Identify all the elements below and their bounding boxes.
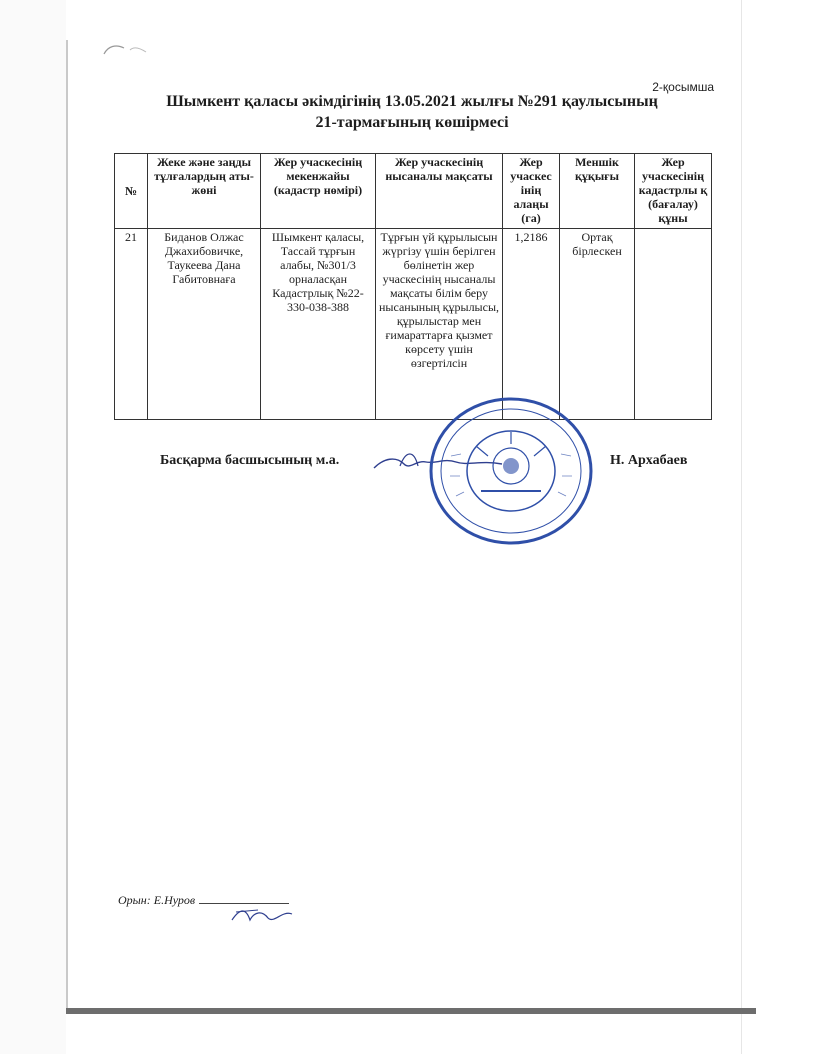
document-title: Шымкент қаласы әкімдігінің 13.05.2021 жылғы №291 қаулысының	[166, 93, 658, 110]
official-stamp	[426, 396, 596, 546]
table-header-row	[115, 154, 712, 229]
col-right-header: Меншік құқығы	[560, 154, 635, 229]
signatory-name: Н. Архабаев	[610, 453, 688, 468]
pen-mark	[100, 40, 160, 60]
land-plot-table	[114, 153, 712, 420]
row-number: 21	[115, 229, 148, 420]
row-value	[635, 229, 712, 420]
scan-bottom-edge	[66, 1008, 756, 1014]
table-row	[115, 229, 712, 420]
col-area-header: Жер учаскес інің алаңы (га)	[503, 154, 560, 229]
executor-signature	[228, 902, 298, 928]
row-purpose: Тұрғын үй құрылысын жүргізу үшін берілген бөлінетін жер учаскесінің нысаналы мақсаты білім беру нысанының құрылысы, құрылыстар мен ғимараттарға қызмет көрсету үшін өзгертілсін	[376, 229, 503, 420]
executor-name: Орын: Е.Нуров	[118, 893, 196, 907]
row-address: Шымкент қаласы, Тассай тұрғын алабы, №301/3 орналасқан Кадастрлық №22-330-038-388	[261, 229, 376, 420]
row-owner: Биданов Олжас Джахибовичке, Таукеева Дана Габитовнаға	[148, 229, 261, 420]
col-address-header: Жер учаскесінің мекенжайы (кадастр нөмірі)	[261, 154, 376, 229]
col-purpose-header: Жер учаскесінің нысаналы мақсаты	[376, 154, 503, 229]
col-owner-header: Жеке және заңды тұлғалардың аты-жөні	[148, 154, 261, 229]
col-value-header: Жер учаскесінің кадастрлы қ (бағалау) құны	[635, 154, 712, 229]
row-right: Ортақ бірлескен	[560, 229, 635, 420]
scan-margin	[0, 0, 66, 1054]
document-subtitle: 21-тармағының көшірмесі	[315, 114, 509, 131]
page-left-edge	[66, 40, 68, 1012]
annex-label: 2-қосымша	[652, 80, 714, 94]
row-area: 1,2186	[503, 229, 560, 420]
page-right-edge	[741, 0, 742, 1054]
col-number-header: №	[115, 154, 148, 229]
signatory-title: Басқарма басшысының м.а.	[160, 453, 340, 468]
